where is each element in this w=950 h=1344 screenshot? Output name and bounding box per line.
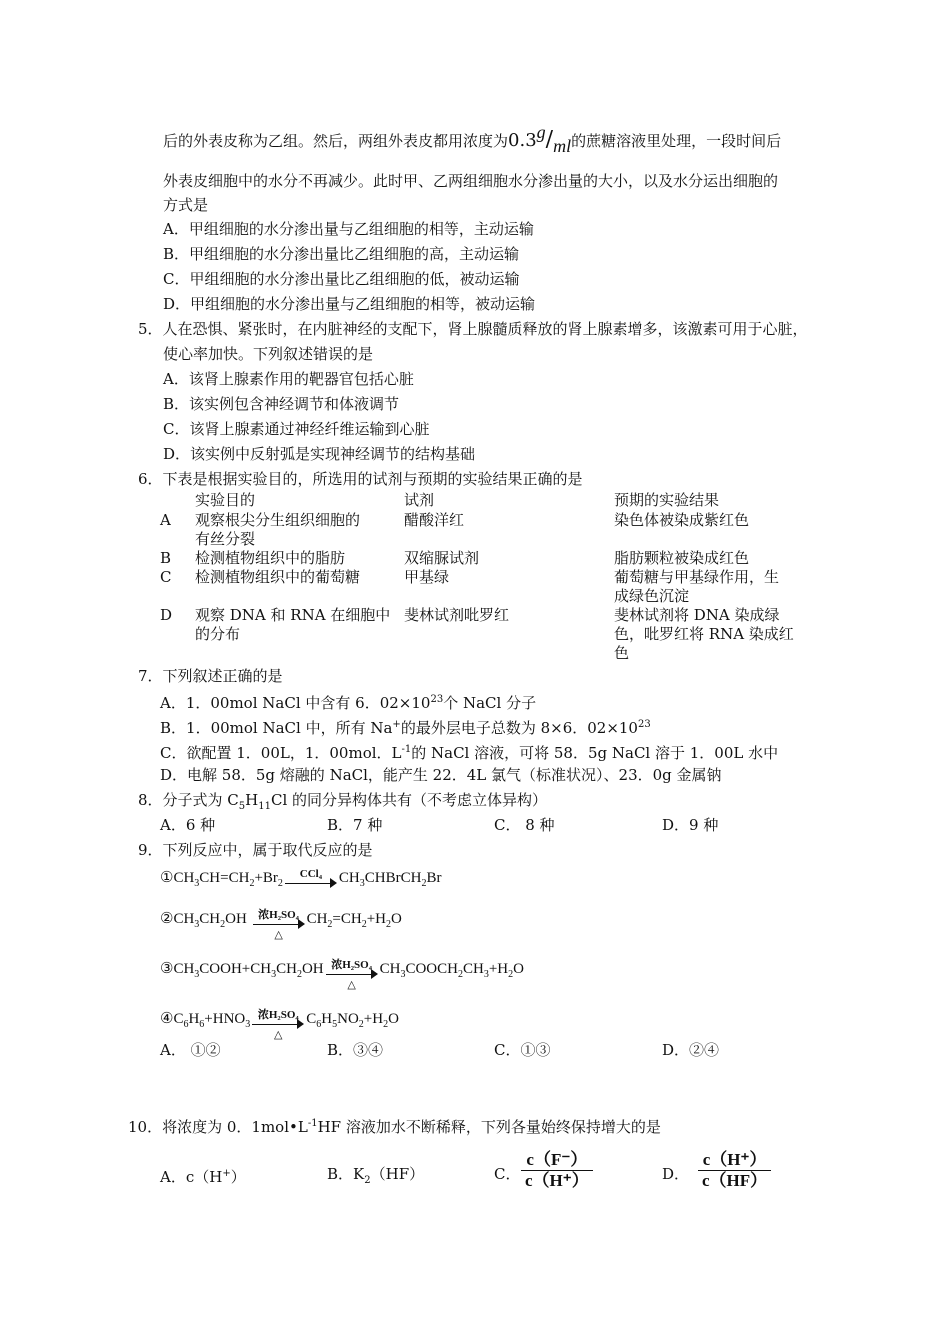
q6-row-a-letter: A — [160, 511, 171, 529]
q6-row-d-reagent: 斐林试剂吡罗红 — [404, 606, 510, 624]
q5-line1: 5．人在恐惧、紧张时，在内脏神经的支配下，肾上腺髓质释放的肾上腺素增多，该激素可用于心脏， — [138, 320, 808, 338]
q4-concentration: 0.3 — [508, 130, 537, 151]
q9-reaction-3: $③CH_3COOH+CH_3CH_2OH$ 浓H₂SO₄ △ $CH_3COOCH_2CH_3+H_2O$ — [160, 959, 524, 991]
q7-option-a: A．1．00mol NaCl 中含有 6．$02\times 10^{23}$个 NaCl 分子 — [160, 694, 537, 712]
q10-option-d-numerator: c（H⁺） — [698, 1150, 771, 1171]
q8-option-d: D．9 种 — [662, 816, 719, 834]
q6-row-d-result-2: 色，吡罗红将 RNA 染成红 — [614, 625, 794, 643]
q9-option-a: A． ①② — [160, 1041, 221, 1059]
q6-header-purpose: 实验目的 — [195, 491, 256, 509]
q4-unit-top: g — [536, 122, 546, 142]
q9-stem: 9．下列反应中，属于取代反应的是 — [138, 841, 373, 859]
q6-row-c-reagent: 甲基绿 — [404, 568, 450, 586]
q10-option-c-label: C． — [494, 1165, 521, 1183]
q4-line1-post: 的蔗糖溶液里处理，一段时间后 — [571, 132, 782, 150]
q5-option-a: A．该肾上腺素作用的靶器官包括心脏 — [163, 370, 414, 388]
q6-row-d-result-1: 斐林试剂将 DNA 染成绿 — [614, 606, 780, 624]
q10-option-c-fraction — [521, 1150, 593, 1191]
q6-row-d-purpose-1: 观察 DNA 和 RNA 在细胞中 — [195, 606, 391, 624]
q5-option-d: D．该实例中反射弧是实现神经调节的结构基础 — [163, 445, 476, 463]
q4-option-c: C．甲组细胞的水分渗出量比乙组细胞的低，被动运输 — [163, 270, 520, 288]
q6-row-d-letter: D — [160, 606, 173, 624]
q9-reaction-2: $②CH_3CH_2OH$ 浓H₂SO₄ △ $CH_2=CH_2+H_2O$ — [160, 909, 402, 941]
q5-option-b: B．该实例包含神经调节和体液调节 — [163, 395, 400, 413]
q9-option-b: B．③④ — [327, 1041, 384, 1059]
q6-row-a-result-1: 染色体被染成紫红色 — [614, 511, 750, 529]
q7-stem: 7．下列叙述正确的是 — [138, 667, 283, 685]
q6-row-d-purpose-2: 的分布 — [195, 625, 241, 643]
q5-line2: 使心率加快。下列叙述错误的是 — [163, 345, 374, 363]
q7-option-d: D．电解 58．5g 熔融的 NaCl，能产生 22．4L 氯气（标准状况）、23．0g 金属钠 — [160, 766, 722, 784]
q10-option-d-fraction — [698, 1150, 771, 1191]
q6-row-a-purpose-2: 有丝分裂 — [195, 530, 256, 548]
q4-line2: 外表皮细胞中的水分不再减少。此时甲、乙两组细胞水分渗出量的大小，以及水分运出细胞的 — [163, 172, 779, 190]
q6-row-a-reagent: 醋酸洋红 — [404, 511, 465, 529]
q9-option-c: C．①③ — [494, 1041, 551, 1059]
q6-row-b-reagent: 双缩脲试剂 — [404, 549, 480, 567]
q8-option-c: C． 8 种 — [494, 816, 555, 834]
q9-option-d: D．②④ — [662, 1041, 720, 1059]
q4-line3: 方式是 — [163, 196, 209, 214]
q6-header-reagent: 试剂 — [404, 491, 435, 509]
q10-stem: 10．将浓度为 0．$1mol•L^{-1}HF$ 溶液加水不断稀释，下列各量始终保持增大的是 — [128, 1118, 661, 1136]
q10-option-d-label: D． — [662, 1165, 690, 1183]
q5-option-c: C．该肾上腺素通过神经纤维运输到心脏 — [163, 420, 430, 438]
reaction-arrow-4: 浓H₂SO₄ △ — [252, 1015, 304, 1035]
q6-row-c-result-2: 成绿色沉淀 — [614, 587, 690, 605]
q7-option-b: B．1．00mol NaCl 中，所有 Na+的最外层电子总数为 8×6．$02\times 10^{23}$ — [160, 719, 651, 737]
q9-reaction-4: $④C_6H_6+HNO_3$ 浓H₂SO₄ △ $C_6H_5NO_2+H_2O$ — [160, 1009, 399, 1041]
q6-row-c-result-1: 葡萄糖与甲基绿作用，生 — [614, 568, 780, 586]
q10-option-c-numerator: c（F⁻） — [521, 1150, 593, 1171]
q6-row-d-result-3: 色 — [614, 644, 630, 662]
q6-row-b-letter: B — [160, 549, 172, 567]
q9-reaction-1: $①CH_3CH=CH_2+Br_2$ CCl₄ $CH_3CHBrCH_2Br$ — [160, 868, 441, 894]
q10-option-a: A．c（H+） — [160, 1168, 246, 1186]
q8-stem: 8．分子式为 $C_5H_{11}Cl$ 的同分异构体共有（不考虑立体异构） — [138, 791, 548, 812]
reaction-arrow-2: 浓H₂SO₄ △ — [253, 915, 305, 935]
q4-option-b: B．甲组细胞的水分渗出量比乙组细胞的高，主动运输 — [163, 245, 520, 263]
q6-row-c-letter: C — [160, 568, 172, 586]
q4-option-a: A．甲组细胞的水分渗出量与乙组细胞的相等，主动运输 — [163, 220, 534, 238]
q6-header-result: 预期的实验结果 — [614, 491, 720, 509]
reaction-arrow-1: CCl₄ — [285, 874, 337, 894]
q7-option-c: C．欲配置 1．00L，1．00mol．$L^{-1}$的 NaCl 溶液，可将 58．5g NaCl 溶于 1．00L 水中 — [160, 744, 779, 762]
reaction-arrow-3: 浓H₂SO₄ △ — [326, 965, 378, 985]
q6-row-c-purpose-1: 检测植物组织中的葡萄糖 — [195, 568, 361, 586]
q4-line1-pre: 后的外表皮称为乙组。然后，两组外表皮都用浓度为 — [163, 132, 509, 150]
q10-option-d-denominator: c（HF） — [702, 1171, 768, 1190]
q4-option-d: D．甲组细胞的水分渗出量与乙组细胞的相等，被动运输 — [163, 295, 536, 313]
q4-line1: 后的外表皮称为乙组。然后，两组外表皮都用浓度为0.3g∕ml的蔗糖溶液里处理，一段时间后 — [163, 122, 782, 156]
q6-stem: 6．下表是根据实验目的，所选用的试剂与预期的实验结果正确的是 — [138, 470, 583, 488]
q8-option-a: A．6 种 — [160, 816, 216, 834]
q6-row-b-purpose-1: 检测植物组织中的脂肪 — [195, 549, 346, 567]
q10-option-c-denominator: c（H⁺） — [525, 1171, 589, 1190]
q4-unit-bottom: ml — [553, 136, 572, 156]
q6-row-a-purpose-1: 观察根尖分生组织细胞的 — [195, 511, 361, 529]
q6-row-b-result-1: 脂肪颗粒被染成红色 — [614, 549, 750, 567]
q8-option-b: B．7 种 — [327, 816, 383, 834]
q10-option-b: B．$K_2(HF)$ — [327, 1165, 425, 1186]
